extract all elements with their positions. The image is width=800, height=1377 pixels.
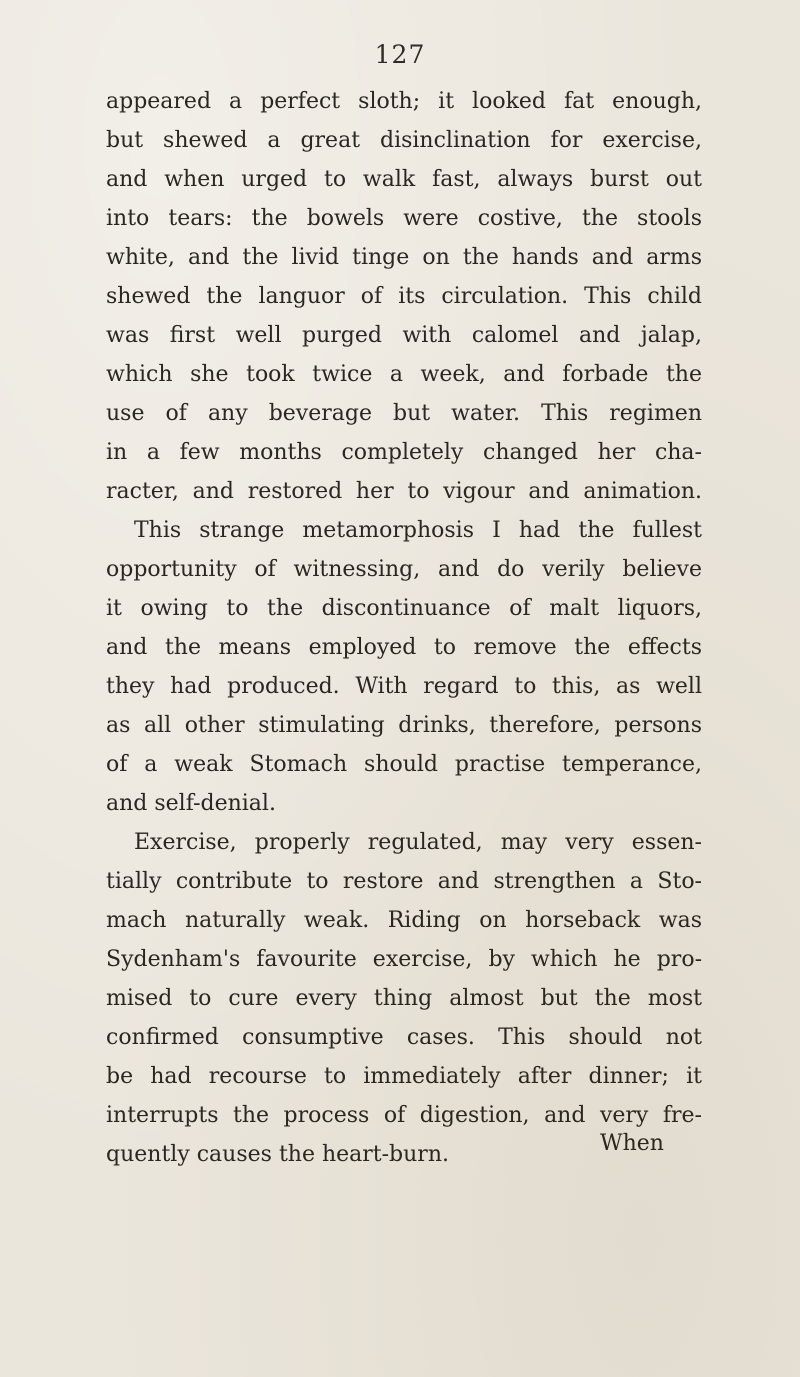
- text-line: which she took twice a week, and forbade the: [106, 362, 702, 387]
- text-line: be had recourse to immediately after dinner; it: [106, 1064, 702, 1089]
- text-line: use of any beverage but water. This regimen: [106, 401, 702, 426]
- paragraph-end-line: quently causes the heart-burn.: [106, 1142, 449, 1167]
- text-line: as all other stimulating drinks, therefore, persons: [106, 713, 702, 738]
- text-line: it owing to the discontinuance of malt liquors,: [106, 596, 702, 621]
- text-line: interrupts the process of digestion, and very fre-: [106, 1103, 702, 1128]
- text-line: and when urged to walk fast, always burst out: [106, 167, 702, 192]
- text-line: tially contribute to restore and strengthen a Sto-: [106, 869, 702, 894]
- catchword: When: [600, 1131, 664, 1156]
- paragraph-start-line: This strange metamorphosis I had the fullest: [134, 518, 702, 543]
- text-line: confirmed consumptive cases. This should not: [106, 1025, 702, 1050]
- text-line: shewed the languor of its circulation. This child: [106, 284, 702, 309]
- page-number: 127: [374, 40, 426, 69]
- text-line: white, and the livid tinge on the hands and arms: [106, 245, 702, 270]
- text-line: but shewed a great disinclination for exercise,: [106, 128, 702, 153]
- text-line: mised to cure every thing almost but the most: [106, 986, 702, 1011]
- body-text: [106, 82, 702, 1174]
- text-line: and the means employed to remove the effects: [106, 635, 702, 660]
- text-line: mach naturally weak. Riding on horseback was: [106, 908, 702, 933]
- text-line: opportunity of witnessing, and do verily believe: [106, 557, 702, 582]
- text-line: racter, and restored her to vigour and animation.: [106, 479, 702, 504]
- paragraph-end-line: and self-denial.: [106, 791, 276, 816]
- text-line: in a few months completely changed her cha-: [106, 440, 702, 465]
- text-line: of a weak Stomach should practise temperance,: [106, 752, 702, 777]
- text-line: Sydenham's favourite exercise, by which he pro-: [106, 947, 702, 972]
- paragraph-start-line: Exercise, properly regulated, may very essen-: [134, 830, 702, 855]
- text-line: they had produced. With regard to this, as well: [106, 674, 702, 699]
- text-line: appeared a perfect sloth; it looked fat enough,: [106, 89, 702, 114]
- text-line: was first well purged with calomel and jalap,: [106, 323, 702, 348]
- text-line: into tears: the bowels were costive, the stools: [106, 206, 702, 231]
